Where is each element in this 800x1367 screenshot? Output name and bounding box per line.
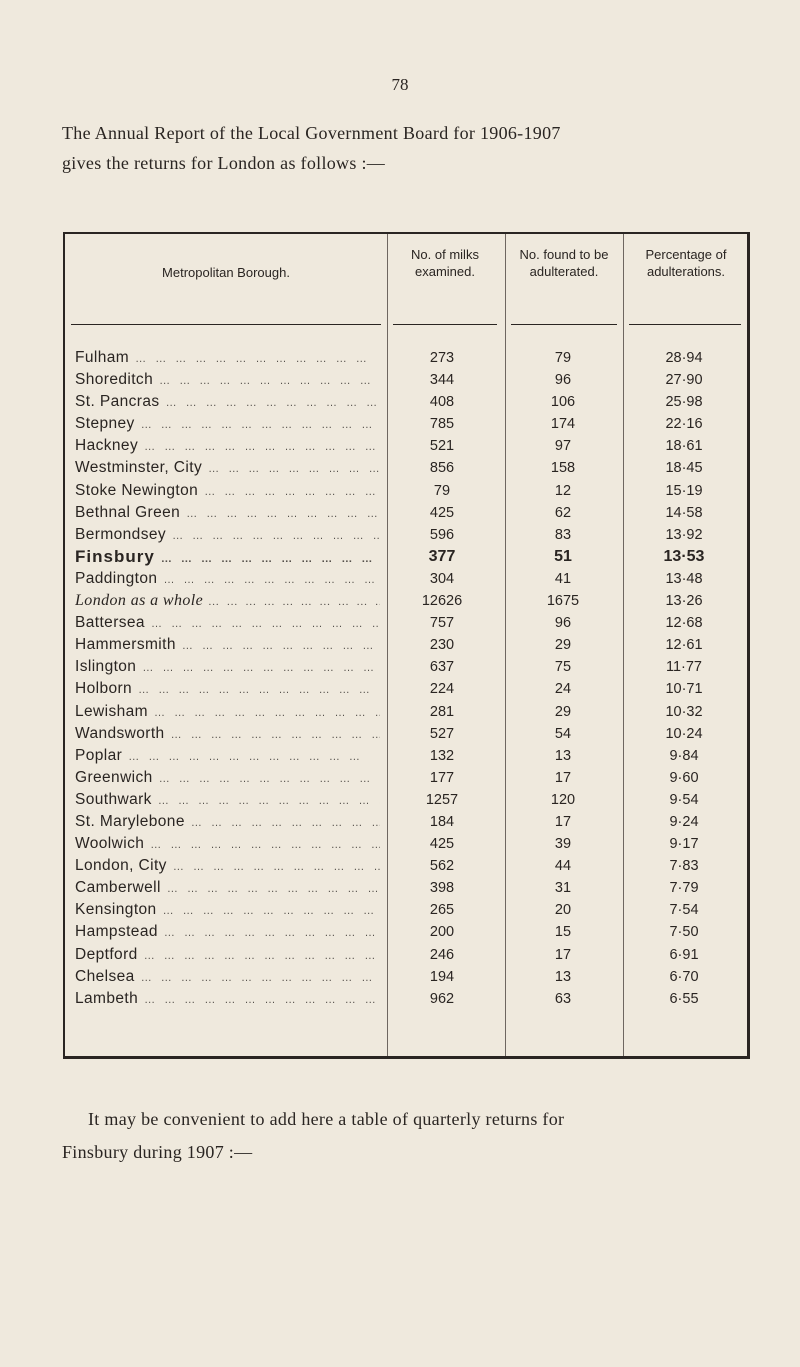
- borough-name: Finsbury … … … … … … … … … … … …: [75, 546, 380, 570]
- adulteration-percentage: 9·54: [669, 791, 699, 808]
- milks-adulterated: 62: [554, 504, 572, 521]
- milks-examined: 230: [429, 637, 455, 654]
- borough-name: Bethnal Green … … … … … … … … … … … …: [75, 502, 380, 525]
- table-row: [65, 634, 747, 656]
- milks-adulterated: 29: [554, 637, 572, 654]
- table-row: [65, 767, 747, 789]
- adulteration-percentage: 27·90: [665, 372, 703, 389]
- borough-name: Shoreditch … … … … … … … … … … … …: [75, 369, 380, 392]
- milks-examined: 408: [429, 394, 455, 411]
- adulteration-percentage: 9·60: [669, 769, 699, 786]
- adulteration-percentage: 22·16: [665, 416, 703, 433]
- table-row: [65, 369, 747, 391]
- borough-name: Deptford … … … … … … … … … … … …: [75, 944, 380, 967]
- milks-adulterated: 83: [554, 526, 572, 543]
- milks-examined: 637: [429, 659, 455, 676]
- adulteration-percentage: 9·17: [669, 836, 699, 853]
- table-body: [65, 347, 747, 1010]
- milks-examined: 377: [428, 547, 456, 565]
- adulteration-percentage: 11·77: [665, 659, 702, 676]
- borough-name: Battersea … … … … … … … … … … … …: [75, 612, 380, 635]
- borough-name: Stoke Newington … … … … … … … … … … … …: [75, 480, 380, 503]
- intro-paragraph: [62, 118, 752, 178]
- table-row: [65, 391, 747, 413]
- borough-name: Paddington … … … … … … … … … … … …: [75, 568, 380, 591]
- milks-adulterated: 1675: [546, 593, 580, 610]
- milks-examined: 304: [429, 570, 455, 587]
- adulteration-percentage: 13·26: [665, 593, 703, 610]
- borough-name: Kensington … … … … … … … … … … … …: [75, 899, 380, 922]
- header-rule: [629, 324, 741, 325]
- intro-line-1: The Annual Report of the Local Government Board for 1906-1907: [62, 123, 561, 143]
- page-number: 78: [391, 75, 409, 94]
- borough-name: Southwark … … … … … … … … … … … …: [75, 789, 380, 812]
- borough-name: St. Pancras … … … … … … … … … … … …: [75, 391, 380, 414]
- milks-adulterated: 158: [550, 460, 576, 477]
- milks-examined: 521: [429, 438, 455, 455]
- milks-examined: 1257: [425, 791, 459, 808]
- adulteration-percentage: 10·71: [665, 681, 703, 698]
- borough-name: Lambeth … … … … … … … … … … … …: [75, 988, 380, 1011]
- milks-adulterated: 44: [554, 858, 572, 875]
- milks-adulterated: 13: [554, 968, 572, 985]
- milks-examined: 273: [429, 350, 455, 366]
- milks-examined: 856: [429, 460, 455, 477]
- borough-name: Poplar … … … … … … … … … … … …: [75, 745, 380, 768]
- borough-name: Hampstead … … … … … … … … … … … …: [75, 921, 380, 944]
- adulteration-percentage: 7·79: [669, 880, 699, 897]
- milks-examined: 757: [429, 615, 455, 632]
- borough-name: Lewisham … … … … … … … … … … … …: [75, 701, 380, 724]
- adulteration-percentage: 14·58: [665, 504, 703, 521]
- milks-examined: 281: [429, 703, 455, 720]
- table-row: [65, 944, 747, 966]
- table-row: [65, 612, 747, 634]
- table-row: [65, 988, 747, 1010]
- borough-name: London, City … … … … … … … … … … … …: [75, 855, 380, 878]
- milks-examined: 344: [429, 372, 455, 389]
- table-row-highlighted: [65, 546, 747, 568]
- adulteration-percentage: 28·94: [665, 350, 703, 366]
- milks-examined: 398: [429, 880, 455, 897]
- table-row: [65, 678, 747, 700]
- milks-examined: 425: [429, 504, 455, 521]
- header-percentage: Percentage of adulterations.: [645, 247, 727, 279]
- adulteration-percentage: 12·61: [665, 637, 703, 654]
- borough-name: Hackney … … … … … … … … … … … …: [75, 435, 380, 458]
- table-row: [65, 833, 747, 855]
- borough-name: St. Marylebone … … … … … … … … … … … …: [75, 811, 380, 834]
- milks-adulterated: 17: [554, 769, 572, 786]
- table-row: [65, 877, 747, 899]
- milks-adulterated: 17: [554, 946, 572, 963]
- adulteration-percentage: 6·70: [669, 968, 699, 985]
- closing-paragraph: [62, 1103, 758, 1169]
- milks-adulterated: 39: [554, 836, 572, 853]
- adulteration-percentage: 12·68: [665, 615, 703, 632]
- adulteration-percentage: 10·32: [665, 703, 703, 720]
- milks-examined: 224: [429, 681, 455, 698]
- header-rule: [393, 324, 497, 325]
- intro-line-2: gives the returns for London as follows :—: [62, 153, 386, 173]
- milks-examined: 527: [429, 725, 455, 742]
- milks-examined: 200: [429, 924, 455, 941]
- milks-adulterated: 75: [554, 659, 572, 676]
- milks-adulterated: 97: [554, 438, 572, 455]
- adulteration-percentage: 6·91: [669, 946, 699, 963]
- milks-examined: 562: [429, 858, 455, 875]
- table-row: [65, 568, 747, 590]
- milks-adulterated: 96: [554, 615, 572, 632]
- milks-adulterated: 17: [554, 813, 572, 830]
- milks-examined: 785: [429, 416, 455, 433]
- table-row: [65, 457, 747, 479]
- table-row: [65, 347, 747, 369]
- milks-examined: 177: [429, 769, 455, 786]
- milks-adulterated: 79: [554, 350, 572, 366]
- header-examined: No. of milks examined.: [411, 247, 479, 279]
- milks-examined: 962: [429, 990, 455, 1007]
- closing-line-1: It may be convenient to add here a table of quarterly returns for: [88, 1109, 565, 1129]
- milks-adulterated: 51: [554, 547, 572, 565]
- borough-name: Camberwell … … … … … … … … … … … …: [75, 877, 380, 900]
- header-rule: [71, 324, 381, 325]
- table-row: [65, 656, 747, 678]
- table-row: [65, 480, 747, 502]
- table-row: [65, 524, 747, 546]
- table-row: [65, 966, 747, 988]
- milks-examined: 79: [433, 482, 451, 499]
- borough-name: Wandsworth … … … … … … … … … … … …: [75, 723, 380, 746]
- closing-line-2: Finsbury during 1907 :—: [62, 1142, 253, 1162]
- milks-adulterated: 13: [554, 747, 572, 764]
- milks-examined: 246: [429, 946, 455, 963]
- table-row: [65, 413, 747, 435]
- adulteration-percentage: 13·48: [665, 570, 703, 587]
- table-row-total: [65, 590, 747, 612]
- borough-name: Hammersmith … … … … … … … … … … … …: [75, 634, 380, 657]
- milks-adulterated: 63: [554, 990, 572, 1007]
- table-row: [65, 745, 747, 767]
- adulteration-percentage: 9·84: [669, 747, 699, 764]
- adulteration-percentage: 7·50: [669, 924, 699, 941]
- table-row: [65, 855, 747, 877]
- adulteration-percentage: 13·92: [665, 526, 703, 543]
- milks-examined: 425: [429, 836, 455, 853]
- borough-name: Chelsea … … … … … … … … … … … …: [75, 966, 380, 989]
- milks-examined: 184: [429, 813, 455, 830]
- header-rule: [511, 324, 617, 325]
- header-adulterated: No. found to be adulterated.: [519, 247, 609, 279]
- table-row: [65, 789, 747, 811]
- borough-name: Westminster, City … … … … … … … … … … … …: [75, 457, 380, 480]
- table-row: [65, 811, 747, 833]
- table-row: [65, 899, 747, 921]
- borough-name: Fulham … … … … … … … … … … … …: [75, 347, 380, 370]
- adulteration-percentage: 7·83: [669, 858, 699, 875]
- milks-adulterated: 20: [554, 902, 572, 919]
- adulteration-percentage: 25·98: [665, 394, 703, 411]
- milks-adulterated: 96: [554, 372, 572, 389]
- milks-adulterated: 174: [550, 416, 576, 433]
- table-row: [65, 435, 747, 457]
- table-row: [65, 502, 747, 524]
- milks-examined: 132: [429, 747, 455, 764]
- borough-name: Stepney … … … … … … … … … … … …: [75, 413, 380, 436]
- milks-examined: 596: [429, 526, 455, 543]
- milks-adulterated: 41: [554, 570, 572, 587]
- adulteration-percentage: 18·61: [665, 438, 703, 455]
- adulteration-percentage: 13·53: [663, 547, 705, 565]
- borough-name: Greenwich … … … … … … … … … … … …: [75, 767, 380, 790]
- table-row: [65, 921, 747, 943]
- milks-adulterated: 12: [554, 482, 572, 499]
- milks-adulterated: 54: [554, 725, 572, 742]
- borough-name: Holborn … … … … … … … … … … … …: [75, 678, 380, 701]
- milks-adulterated: 120: [550, 791, 576, 808]
- milks-adulterated: 15: [554, 924, 572, 941]
- adulteration-percentage: 15·19: [665, 482, 703, 499]
- adulteration-percentage: 18·45: [665, 460, 703, 477]
- table-row: [65, 701, 747, 723]
- milks-adulterated: 29: [554, 703, 572, 720]
- milks-examined: 265: [429, 902, 455, 919]
- borough-name: Islington … … … … … … … … … … … …: [75, 656, 380, 679]
- milks-examined: 12626: [421, 593, 463, 610]
- borough-name: London as a whole … … … … … … … … … … … …: [75, 590, 380, 613]
- milks-adulterated: 24: [554, 681, 572, 698]
- adulteration-percentage: 10·24: [665, 725, 703, 742]
- header-borough: Metropolitan Borough.: [162, 265, 290, 280]
- milk-returns-table: [63, 232, 750, 1059]
- borough-name: Bermondsey … … … … … … … … … … … …: [75, 524, 380, 547]
- adulteration-percentage: 9·24: [669, 813, 699, 830]
- milks-examined: 194: [429, 968, 455, 985]
- milks-adulterated: 106: [550, 394, 576, 411]
- borough-name: Woolwich … … … … … … … … … … … …: [75, 833, 380, 856]
- milks-adulterated: 31: [554, 880, 572, 897]
- table-row: [65, 723, 747, 745]
- adulteration-percentage: 7·54: [669, 902, 699, 919]
- adulteration-percentage: 6·55: [669, 990, 699, 1007]
